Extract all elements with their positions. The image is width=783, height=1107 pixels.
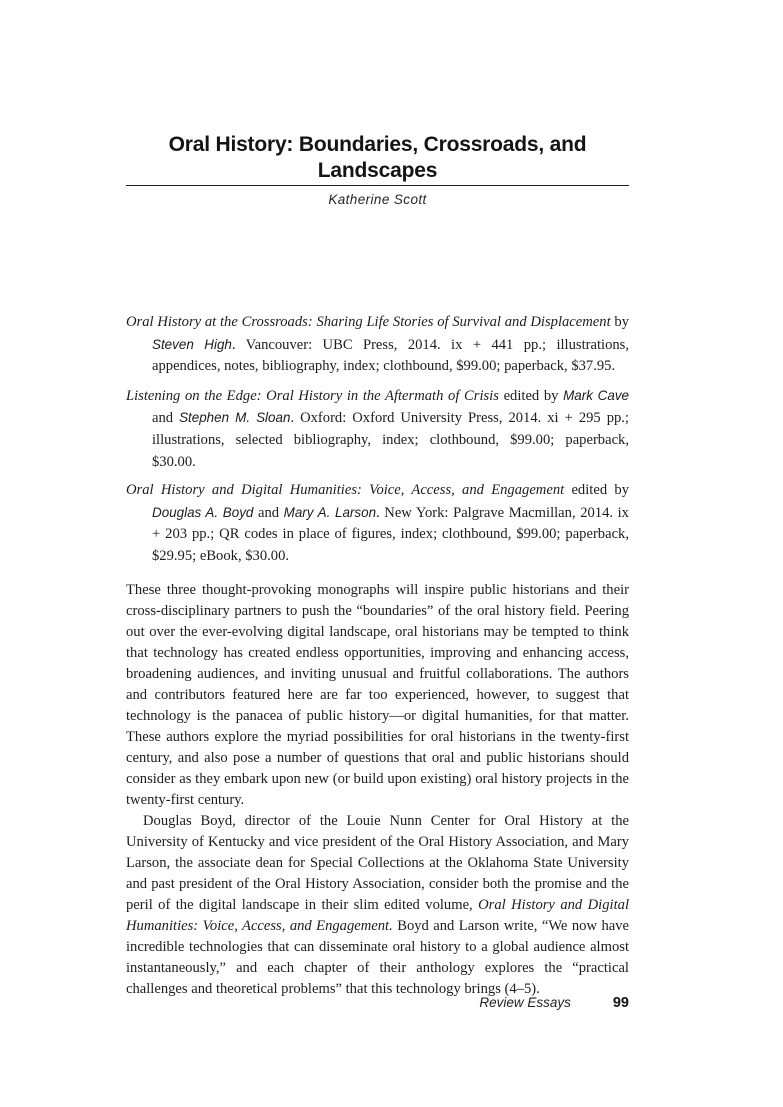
text-segment: Mark Cave — [563, 387, 629, 403]
text-segment: Oral History at the Crossroads: Sharing Life Stories of Survival and Displacement — [126, 314, 611, 330]
author-byline: Katherine Scott — [328, 192, 427, 207]
text-segment: . New York: Palgrave Macmillan, 2014. ix + 203 pp.; QR codes in place of figures, index; clothbound, $99.00; paperback, $29.95; eBook, $30.00. — [152, 504, 629, 564]
text-segment: and — [152, 410, 180, 427]
text-segment: edited by — [564, 482, 629, 499]
paragraph-boyd-larson — [126, 811, 629, 1000]
text-segment: Boyd and Larson write, “We now have incredible technologies that can disseminate oral history to a global audience almost instantaneously,” and each chapter of their anthology explores the “practical challenges and theoretical problems” that this technology brings (4–5). — [126, 917, 629, 997]
text-segment: Douglas Boyd, director of the Louie Nunn Center for Oral History at the University of Kentucky and vice president of the Oral History Association, and Mary Larson, the associate dean for Special Collections at the Oklahoma State University and past president of the Oral History Association, consider both the promise and the peril of the digital landscape in their slim edited volume, — [126, 812, 629, 913]
text-segment: and — [253, 504, 284, 521]
text-segment: Listening on the Edge: Oral History in the Aftermath of Crisis — [126, 387, 499, 404]
text-segment: These three thought-provoking monographs will inspire public historians and their cross-disciplinary partners to push the “boundaries” of the oral history field. Peering out over the ever-evolving digital landscape, oral historians may be tempted to think that technology has created endless opportunities, improving and enhancing access, broadening audiences, and inviting unusual and fruitful collaborations. The authors and contributors featured here are far too experienced, however, to suggest that technology is the panacea of public history—or digital humanities, for that matter. These authors explore the myriad possibilities for oral historians in the twenty-first century, and also pose a number of questions that oral and public historians should consider as they embark upon new (or build upon existing) oral history projects in the twenty-first century. — [126, 581, 629, 808]
text-segment: edited by — [498, 387, 564, 404]
text-segment: Oral History and Digital Humanities: Voice, Access, and Engagement — [126, 482, 565, 499]
footer-page-number: 99 — [612, 995, 629, 1011]
citation-oral-history-and-digital-humanities — [126, 480, 629, 567]
text-column — [126, 0, 629, 1000]
article-title: Oral History: Boundaries, Crossroads, and Landscapes — [126, 132, 629, 186]
text-segment: . Vancouver: UBC Press, 2014. ix + 441 pp.; illustrations, appendices, notes, bibliography, index; clothbound, $99.00; paperback, $37.95. — [152, 336, 630, 375]
text-segment: Stephen M. Sloan — [179, 410, 291, 426]
text-segment: . Oxford: Oxford University Press, 2014. xi + 295 pp.; illustrations, selected bibliography, index; clothbound, $99.00; paperback, $30.00. — [152, 410, 629, 470]
citation-listening-on-the-edge — [126, 385, 629, 473]
citation-list — [126, 312, 629, 568]
footer-section-label: Review Essays — [479, 995, 571, 1010]
page-footer — [126, 995, 629, 1011]
text-segment: Oral History and Digital Humanities: Voice, Access, and Engagement. — [126, 896, 629, 934]
body-text — [126, 580, 629, 1000]
citation-oral-history-at-the-crossroads — [126, 312, 629, 378]
paragraph-introduction — [126, 580, 629, 811]
text-segment: by — [610, 314, 629, 330]
text-segment: Mary A. Larson — [283, 504, 377, 520]
text-segment: Steven High — [152, 336, 232, 352]
text-segment: Douglas A. Boyd — [152, 504, 254, 520]
